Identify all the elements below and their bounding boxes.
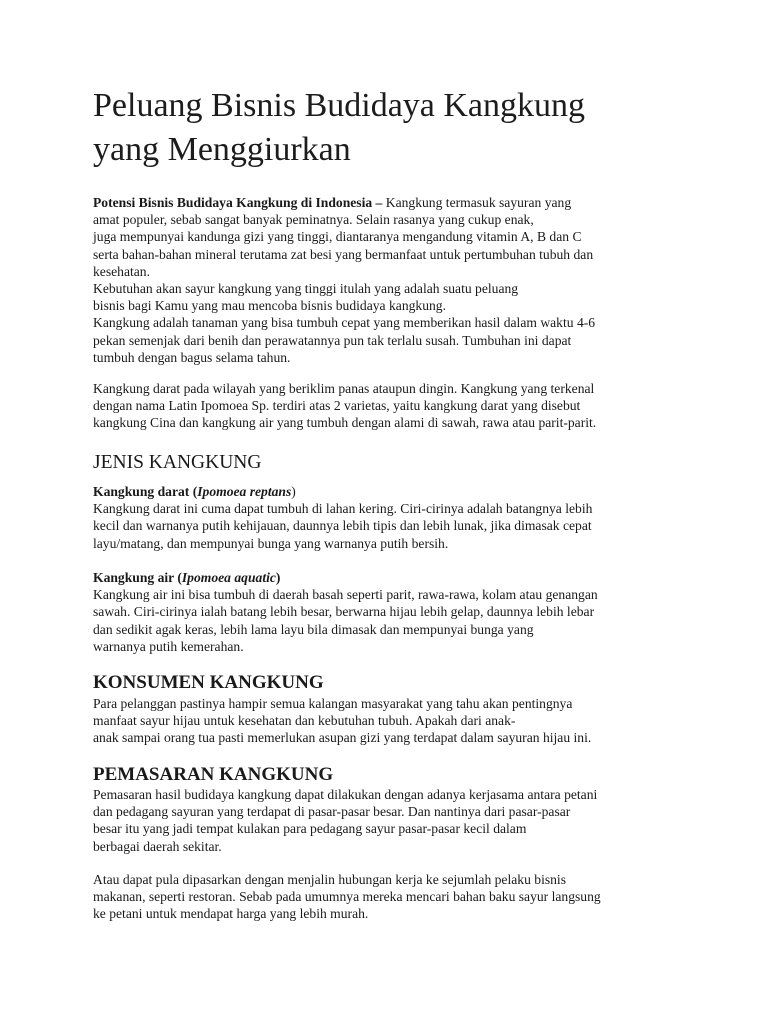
pemasaran-p1-line-3: besar itu yang jadi tempat kulakan para pedagang sayur pasar-pasar kecil dalam <box>93 821 527 837</box>
konsumen-heading: KONSUMEN KANGKUNG <box>93 672 324 693</box>
darat-line-3: layu/matang, dan mempunyai bunga yang warnanya putih bersih. <box>93 535 449 551</box>
jenis-heading: JENIS KANGKUNG <box>93 452 262 473</box>
pemasaran-p1-line-1: Pemasaran hasil budidaya kangkung dapat dilakukan dengan adanya kerjasama antara petani <box>93 787 598 802</box>
pemasaran-p2-line-3: ke petani untuk mendapat harga yang lebih murah. <box>93 906 369 922</box>
konsumen-line-2: manfaat sayur hijau untuk kesehatan dan kebutuhan tubuh. Apakah dari anak- <box>93 713 516 729</box>
konsumen-line-1: Para pelanggan pastinya hampir semua kalangan masyarakat yang tahu akan pentingnya <box>93 696 573 711</box>
intro-paragraph-2 <box>93 380 693 432</box>
intro-line-8: Kangkung adalah tanaman yang bisa tumbuh cepat yang memberikan hasil dalam waktu 4-6 <box>93 315 596 331</box>
air-label-italic: Ipomoea aquatic <box>181 570 276 585</box>
intro-line-7: bisnis bagi Kamu yang mau mencoba bisnis budidaya kangkung. <box>93 298 446 314</box>
darat-line-1: Kangkung darat ini cuma dapat tumbuh di lahan kering. Ciri-cirinya adalah batangnya lebih <box>93 501 593 517</box>
intro-line-10: tumbuh dengan bagus selama tahun. <box>93 349 291 365</box>
pemasaran-p2-line-1: Atau dapat pula dipasarkan dengan menjalin hubungan kerja ke sejumlah pelaku bisnis <box>93 872 567 887</box>
air-paragraph <box>93 569 693 655</box>
pemasaran-p1-line-4: berbagai daerah sekitar. <box>93 838 222 854</box>
air-line-1: Kangkung air ini bisa tumbuh di daerah basah seperti parit, rawa-rawa, kolam atau genangan <box>93 587 598 603</box>
intro-line-9: pekan semenjak dari benih dan perawatannya pun tak terlalu susah. Tumbuhan ini dapat <box>93 332 572 348</box>
pemasaran-p2-line-2: makanan, seperti restoran. Sebab pada umumnya mereka mencari bahan baku sayur langsung <box>93 889 601 905</box>
intro-line-1-rest: Kangkung termasuk sayuran yang <box>382 195 572 210</box>
page-title <box>93 84 713 172</box>
darat-label-bold: Kangkung darat ( <box>93 484 198 499</box>
intro-line-1 <box>93 194 693 211</box>
title-line-2: yang Menggiurkan <box>93 131 351 168</box>
konsumen-line-3: anak sampai orang tua pasti memerlukan asupan gizi yang terdapat dalam sayuran hijau ini. <box>93 730 592 746</box>
darat-label-italic: Ipomoea reptans <box>197 484 292 499</box>
pemasaran-p1-line-2: dan pedagang sayuran yang terdapat di pasar-pasar besar. Dan nantinya dari pasar-pasar <box>93 804 571 820</box>
intro2-line-2: dengan nama Latin Ipomoea Sp. terdiri atas 2 varietas, yaitu kangkung darat yang disebut <box>93 398 581 414</box>
air-label-bold: Kangkung air ( <box>93 570 182 585</box>
intro2-line-1: Kangkung darat pada wilayah yang beriklim panas ataupun dingin. Kangkung yang terkenal <box>93 381 595 396</box>
intro-lead-bold: Potensi Bisnis Budidaya Kangkung di Indonesia – <box>93 195 383 210</box>
darat-line-2: kecil dan warnanya putih kehijauan, daunnya lebih tipis dan lebih lunak, jika dimasak cepat <box>93 518 592 534</box>
darat-paragraph <box>93 483 693 552</box>
intro-line-3: juga mempunyai kandunga gizi yang tinggi, diantaranya mengandung vitamin A, B dan C <box>93 229 582 245</box>
pemasaran-paragraph-2 <box>93 871 693 923</box>
darat-label-close: ) <box>291 484 296 499</box>
title-line-1: Peluang Bisnis Budidaya Kangkung <box>93 87 586 124</box>
intro-line-6: Kebutuhan akan sayur kangkung yang tinggi itulah yang adalah suatu peluang <box>93 281 519 297</box>
pemasaran-paragraph-1 <box>93 786 693 855</box>
intro2-line-3: kangkung Cina dan kangkung air yang tumbuh dengan alami di sawah, rawa atau parit-parit. <box>93 415 597 431</box>
darat-label <box>93 483 693 500</box>
intro-line-4: serta bahan-bahan mineral terutama zat besi yang bermanfaat untuk pertumbuhan tubuh dan <box>93 246 594 262</box>
air-line-4: warnanya putih kemerahan. <box>93 638 244 654</box>
intro-paragraph <box>93 194 693 366</box>
air-label-close: ) <box>275 570 281 585</box>
air-line-2: sawah. Ciri-cirinya ialah batang lebih besar, berwarna hijau lebih gelap, daunnya lebih lebar <box>93 604 595 620</box>
air-label <box>93 569 693 586</box>
konsumen-paragraph <box>93 695 693 747</box>
air-line-3: dan sedikit agak keras, lebih lama layu bila dimasak dan mempunyai bunga yang <box>93 621 534 637</box>
intro-line-5: kesehatan. <box>93 263 150 279</box>
pemasaran-heading: PEMASARAN KANGKUNG <box>93 764 334 785</box>
intro-line-2: amat populer, sebab sangat banyak peminatnya. Selain rasanya yang cukup enak, <box>93 212 534 228</box>
